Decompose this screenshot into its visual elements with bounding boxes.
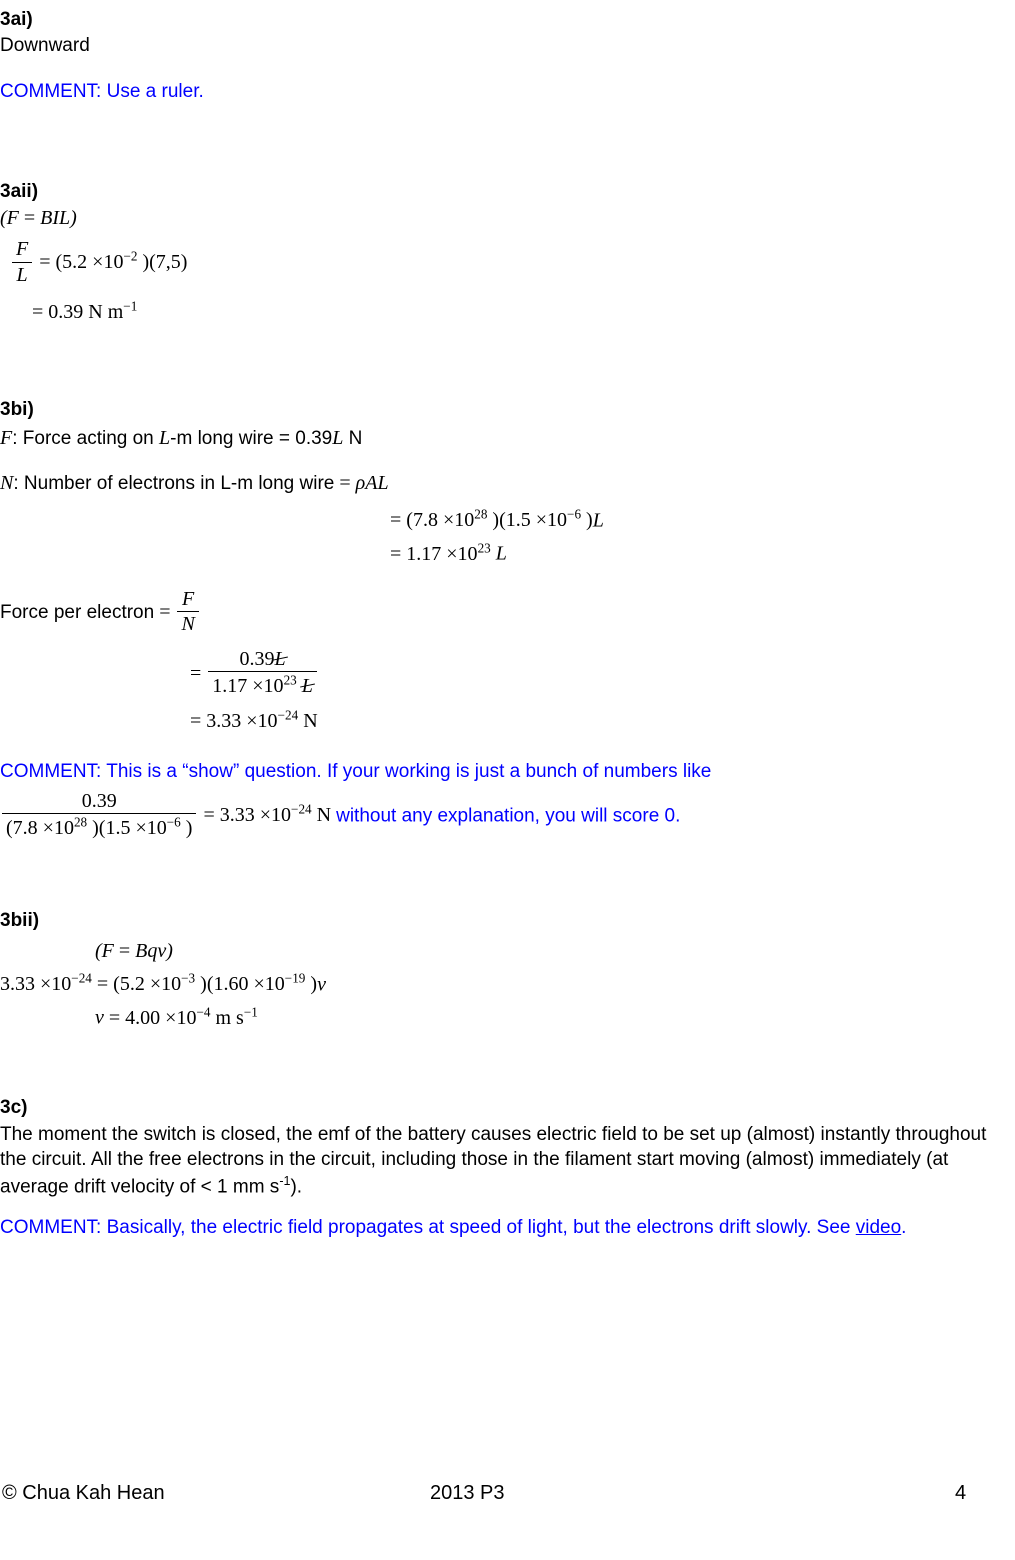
electron-number-line2-3bi: = ($7.8 \times 10^{28}$ )($1.5 \times 10^{-6}$ )L [390,506,604,532]
answer-3ai: Downward [0,35,90,57]
comment-3ai: COMMENT: Use a ruler. [0,81,204,102]
footer-page-number: 4 [955,1482,967,1504]
section-label-3bii: 3bii) [0,910,40,932]
equation-3bii-line1: $3.33 \times 10^{-24} = (5.2 \times 10^{-3}$ )($1.60 \times 10^{-19}$ )v [0,970,326,996]
document-body [0,8,1015,1240]
section-label-3aii: 3aii) [0,181,39,203]
comment-3c-before: COMMENT: Basically, the electric field propagates at speed of light, but the electrons drift slowly. See [0,1217,856,1239]
footer-center-label: 2013 P3 [430,1482,505,1504]
paragraph-3c: The moment the switch is closed, the emf of the battery causes electric field to be set up (almost) instantly throughout the circuit. All the free electrons in the circuit, including those in the filament start moving (almost) immediately (at average drift velocity of < 1 mm $s^{-1}$). [0,1124,987,1198]
section-label-3c: 3c) [0,1096,28,1118]
video-link[interactable]: video [855,1217,902,1239]
force-per-electron-3bi: Force per electron = $\frac{F}{N}$ [0,588,1015,636]
force-definition-3bi: F: Force acting on L-m long wire = 0.39L N [0,427,363,450]
comment-3bi-part1: COMMENT: This is a “show” question. If your working is just a bunch of numbers like [0,760,712,782]
section-label-3bi: 3bi) [0,398,34,420]
comment-3bi-line2 [0,790,1015,839]
equation-3bii-line2: $v = 4.00 \times 10^{-4}$ m $s^{-1}$ [95,1004,258,1029]
comment-3bi-fraction: $\frac{0.39}{(7.8 \times 10^{28} )(1.5 \times 10^{-6} )}$ = $3.33 \times 10^{-24}$ N [0,804,336,826]
equation-3aii-line1: $\frac{F}{L}$ = ($5.2 \times 10^{-2}$ )(7,5) [10,238,1015,286]
formula-3aii: (F = BIL) [0,207,77,230]
comment-3c-after: . [901,1217,907,1239]
force-per-electron-fraction-3bi: = $\frac{0.39L}{1.17 \times 10^{23} L}$ [190,648,1015,697]
section-label-3ai: 3ai) [0,9,33,30]
force-per-electron-result-3bi: = $3.33 \times 10^{-24}$ N [190,707,318,732]
comment-3c [0,1215,1015,1240]
formula-3bii: (F = Bqv) [95,939,173,962]
comment-3bi-part2: without any explanation, you will score 0. [336,805,681,827]
electron-number-definition-3bi: N: Number of electrons in L-m long wire = ρAL [0,471,389,494]
equation-3aii-line2: = 0.39 N $m^{-1}$ [32,298,138,323]
footer-copyright: © Chua Kah Hean [2,1482,165,1504]
electron-number-line3-3bi: = $1.17 \times 10^{23}$ L [390,540,507,565]
